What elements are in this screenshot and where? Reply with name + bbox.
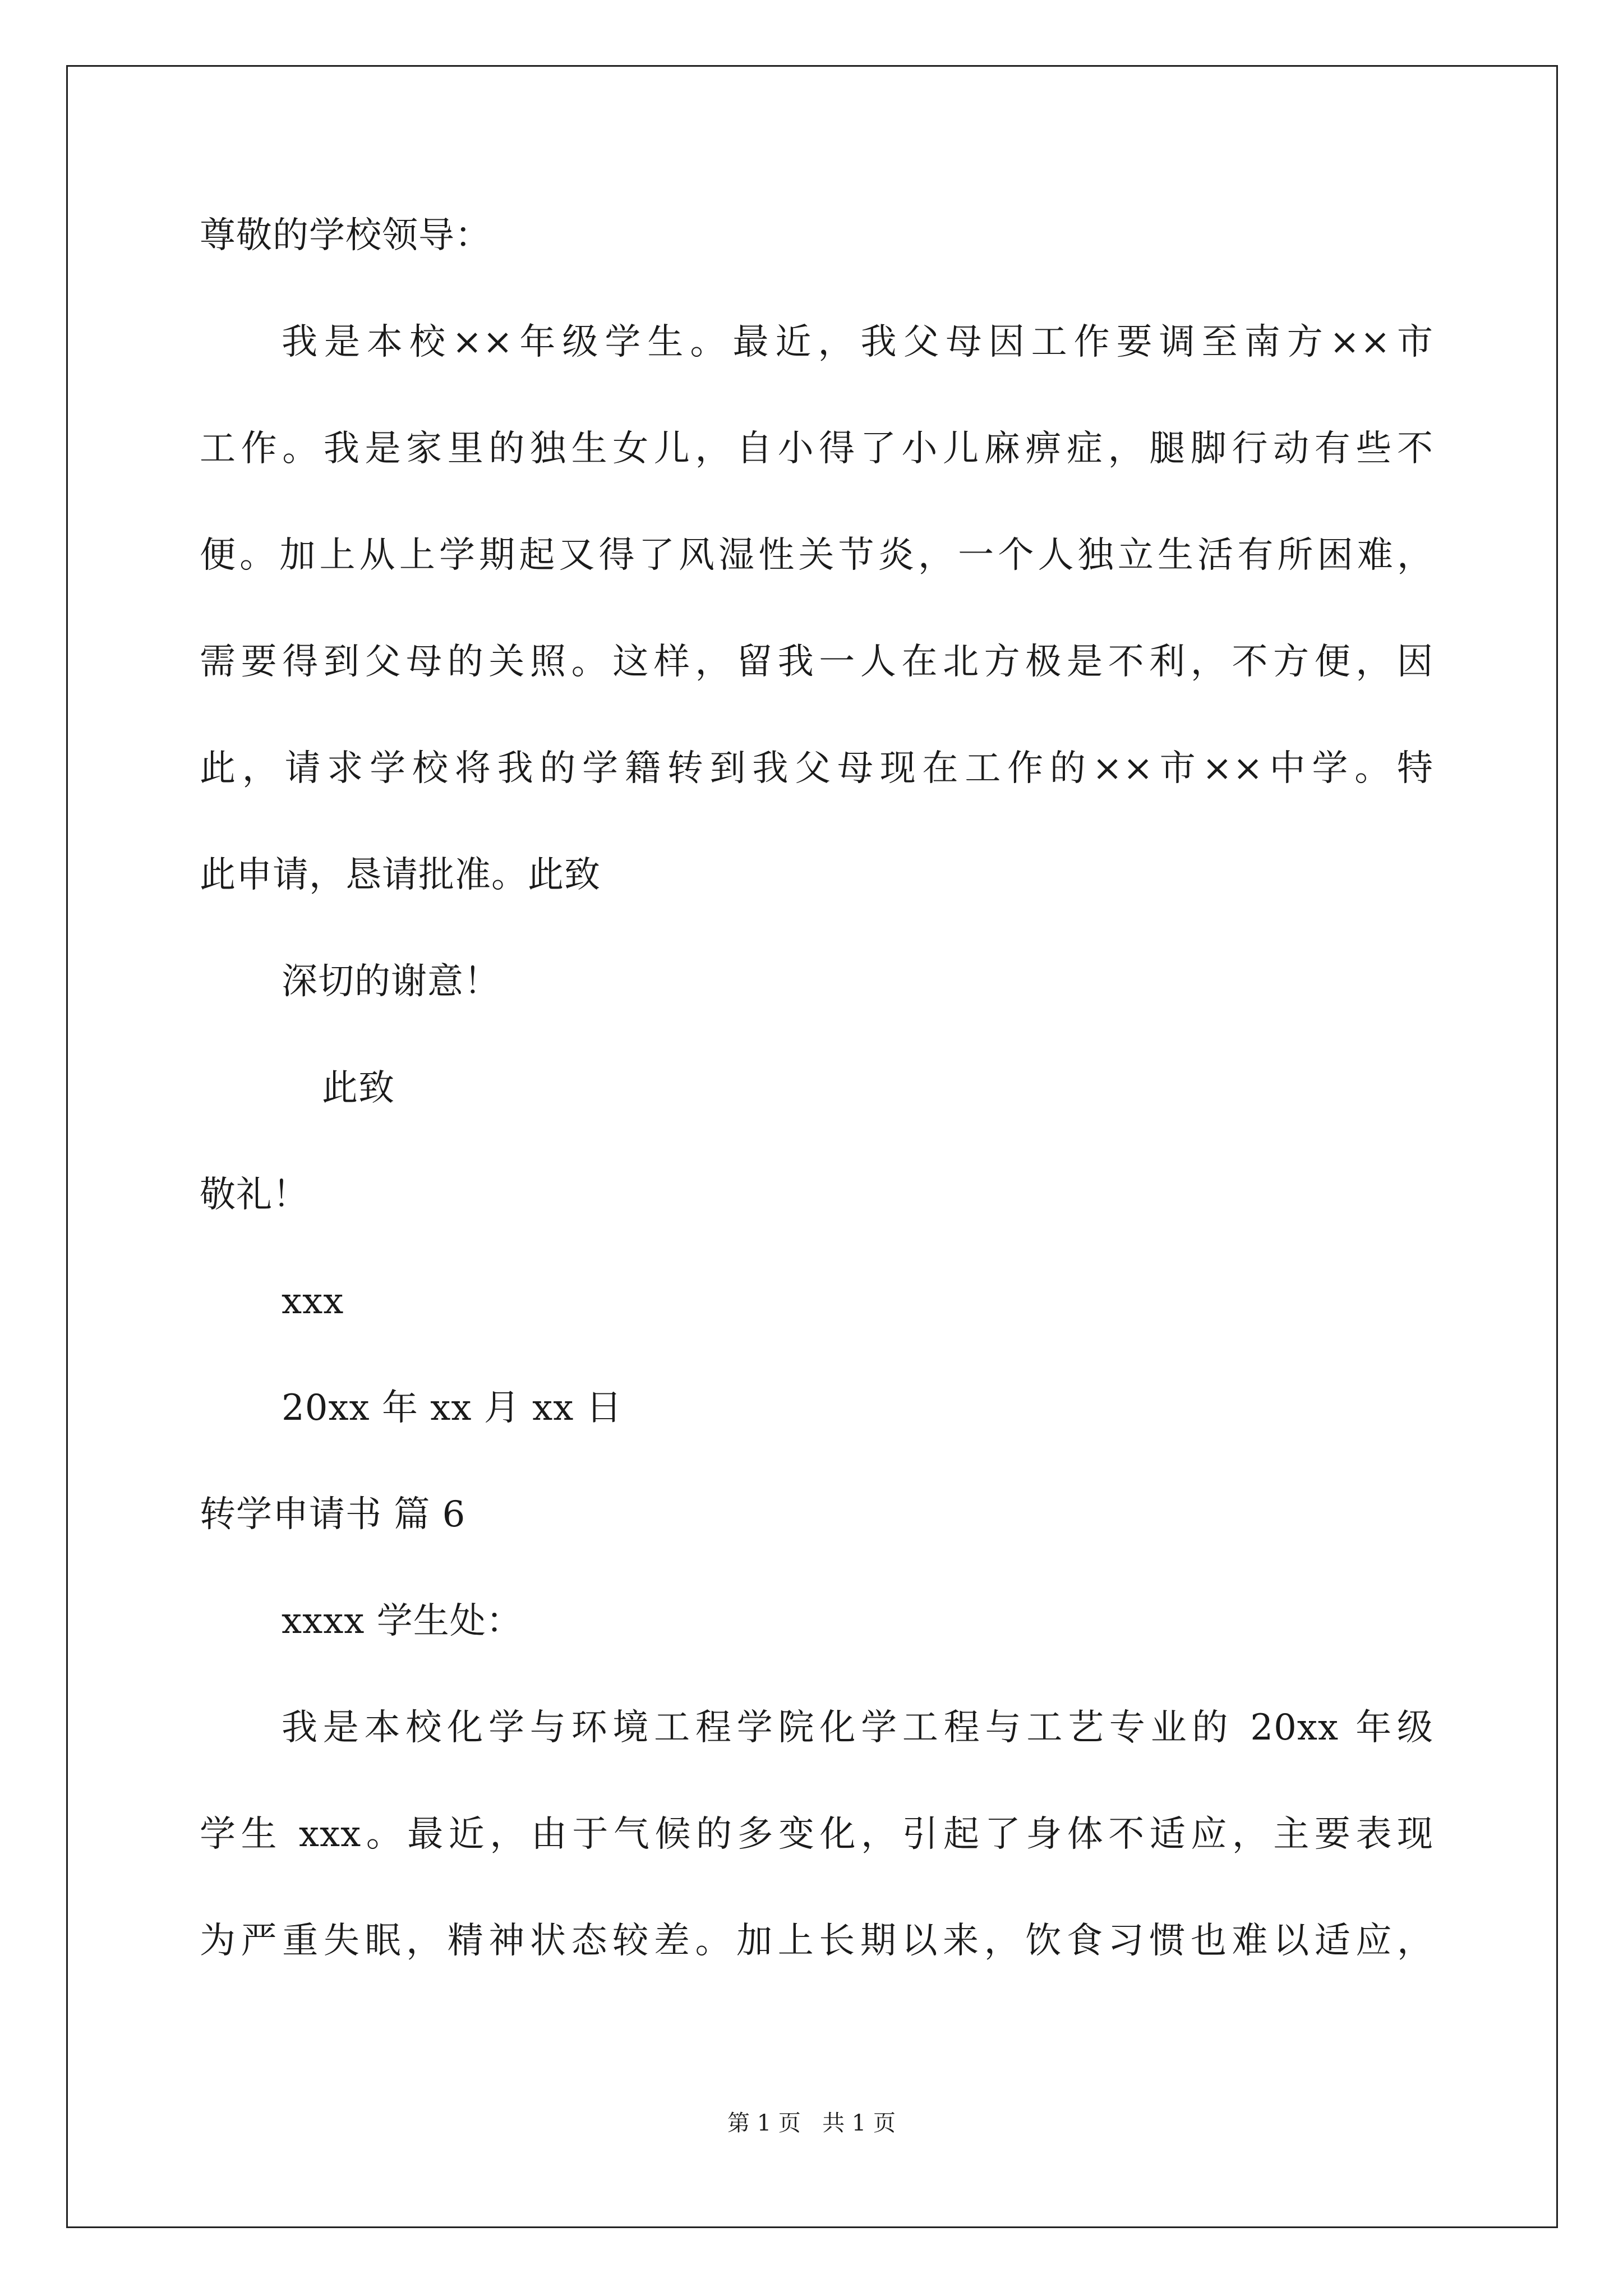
paragraph-line: 我是本校化学与环境工程学院化学工程与工艺专业的 20xx 年级 [282, 1707, 1433, 1749]
regards-line: 敬礼！ [200, 1174, 309, 1216]
section-heading: 转学申请书 篇 6 [200, 1494, 466, 1535]
signature: xxx [282, 1281, 344, 1322]
paragraph-line: 需要得到父母的关照。这样，留我一人在北方极是不利，不方便，因 [200, 641, 1433, 683]
paragraph-line: 我是本校××年级学生。最近，我父母因工作要调至南方××市 [282, 321, 1433, 363]
paragraph-line: 便。加上从上学期起又得了风湿性关节炎，一个人独立生活有所困难， [200, 535, 1433, 576]
addressee: xxxx 学生处： [282, 1600, 523, 1642]
thanks-line: 深切的谢意！ [282, 961, 500, 1002]
paragraph-line: 此，请求学校将我的学籍转到我父母现在工作的××市××中学。特 [200, 748, 1433, 789]
paragraph-line: 此申请，恳请批准。此致 [200, 854, 601, 896]
date: 20xx 年 xx 月 xx 日 [282, 1387, 623, 1429]
paragraph-line: 学生 xxx。最近，由于气候的多变化，引起了身体不适应，主要表现 [200, 1814, 1433, 1855]
closing-line: 此致 [322, 1068, 395, 1109]
salutation: 尊敬的学校领导： [200, 215, 491, 256]
paragraph-line: 工作。我是家里的独生女儿，自小得了小儿麻痹症，腿脚行动有些不 [200, 428, 1433, 470]
page-border [66, 65, 1558, 2228]
page-number: 第 1 页 共 1 页 [727, 2110, 896, 2136]
paragraph-line: 为严重失眠，精神状态较差。加上长期以来，饮食习惯也难以适应， [200, 1920, 1433, 1962]
